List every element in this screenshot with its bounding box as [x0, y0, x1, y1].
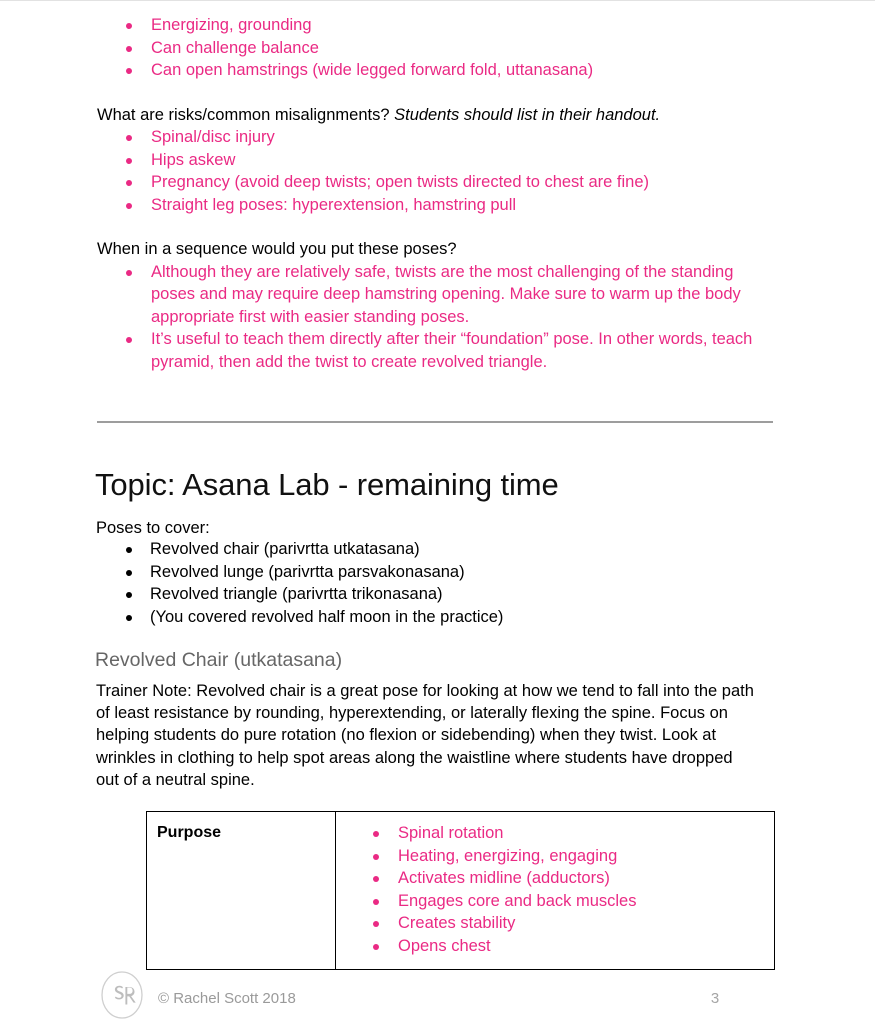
sequence-question-prompt: When in a sequence would you put these poses?	[97, 240, 457, 258]
section-subtitle: Revolved Chair (utkatasana)	[95, 649, 343, 671]
sequence-list	[97, 261, 773, 374]
purpose-label-cell	[147, 812, 336, 970]
list-item: It’s useful to teach them directly after their “foundation” pose. In other words, teach pyramid, then add the twist to create revolved triangle.	[97, 328, 773, 373]
list-item: Heating, energizing, engaging	[336, 845, 774, 868]
page-number: 3	[710, 990, 720, 1007]
list-item: Spinal/disc injury	[97, 126, 773, 149]
spacer	[97, 82, 773, 104]
list-item: Hips askew	[97, 149, 773, 172]
list-item: Although they are relatively safe, twists are the most challenging of the standing poses and may require deep hamstring opening. Make sure to warm up the body appropriate first with easier standing poses.	[97, 261, 773, 329]
list-item: Opens chest	[336, 935, 774, 958]
list-item: (You covered revolved half moon in the practice)	[96, 606, 772, 629]
list-item: Can open hamstrings (wide legged forward fold, uttanasana)	[97, 59, 773, 82]
risks-question-prompt: What are risks/common misalignments?	[97, 105, 390, 124]
list-item: Pregnancy (avoid deep twists; open twists directed to chest are fine)	[97, 171, 773, 194]
list-item: Revolved triangle (parivrtta trikonasana)	[96, 583, 772, 606]
section-divider	[97, 421, 773, 423]
purpose-label: Purpose	[157, 824, 222, 841]
poses-to-cover-list-wrap	[96, 538, 772, 628]
copyright-text: © Rachel Scott 2018	[158, 990, 296, 1007]
risks-question-note: Students should list in their handout.	[394, 105, 661, 124]
risks-list	[97, 126, 773, 216]
list-item: Creates stability	[336, 912, 774, 935]
purpose-items-list	[336, 822, 774, 957]
page-footer	[96, 969, 772, 1025]
risks-question	[97, 104, 773, 127]
list-item: Energizing, grounding	[97, 14, 773, 37]
benefits-list	[97, 14, 773, 82]
list-item: Activates midline (adductors)	[336, 867, 774, 890]
list-item: Revolved lunge (parivrtta parsvakonasana)	[96, 561, 772, 584]
purpose-items-cell	[336, 812, 775, 970]
page-top-edge	[0, 0, 875, 1]
table-row	[147, 812, 775, 970]
purpose-table	[146, 811, 775, 970]
list-item: Engages core and back muscles	[336, 890, 774, 913]
list-item: Straight leg poses: hyperextension, hamstring pull	[97, 194, 773, 217]
page-content-top	[97, 14, 773, 373]
spacer	[97, 216, 773, 238]
poses-to-cover-list	[96, 538, 772, 628]
list-item: Can challenge balance	[97, 37, 773, 60]
list-item: Spinal rotation	[336, 822, 774, 845]
trainer-note-paragraph: Trainer Note: Revolved chair is a great pose for looking at how we tend to fall into the path of least resistance by rounding, hyperextending, or laterally flexing the spine. Focus on helping students do pure rotation (no flexion or sidebending) when they twist. Look at wrinkles in clothing to help spot areas along the waistline where students have dropped out of a neutral spine.	[96, 682, 754, 789]
list-item: Revolved chair (parivrtta utkatasana)	[96, 538, 772, 561]
page-title: Topic: Asana Lab - remaining time	[95, 467, 559, 502]
poses-intro-label: Poses to cover:	[96, 519, 210, 537]
